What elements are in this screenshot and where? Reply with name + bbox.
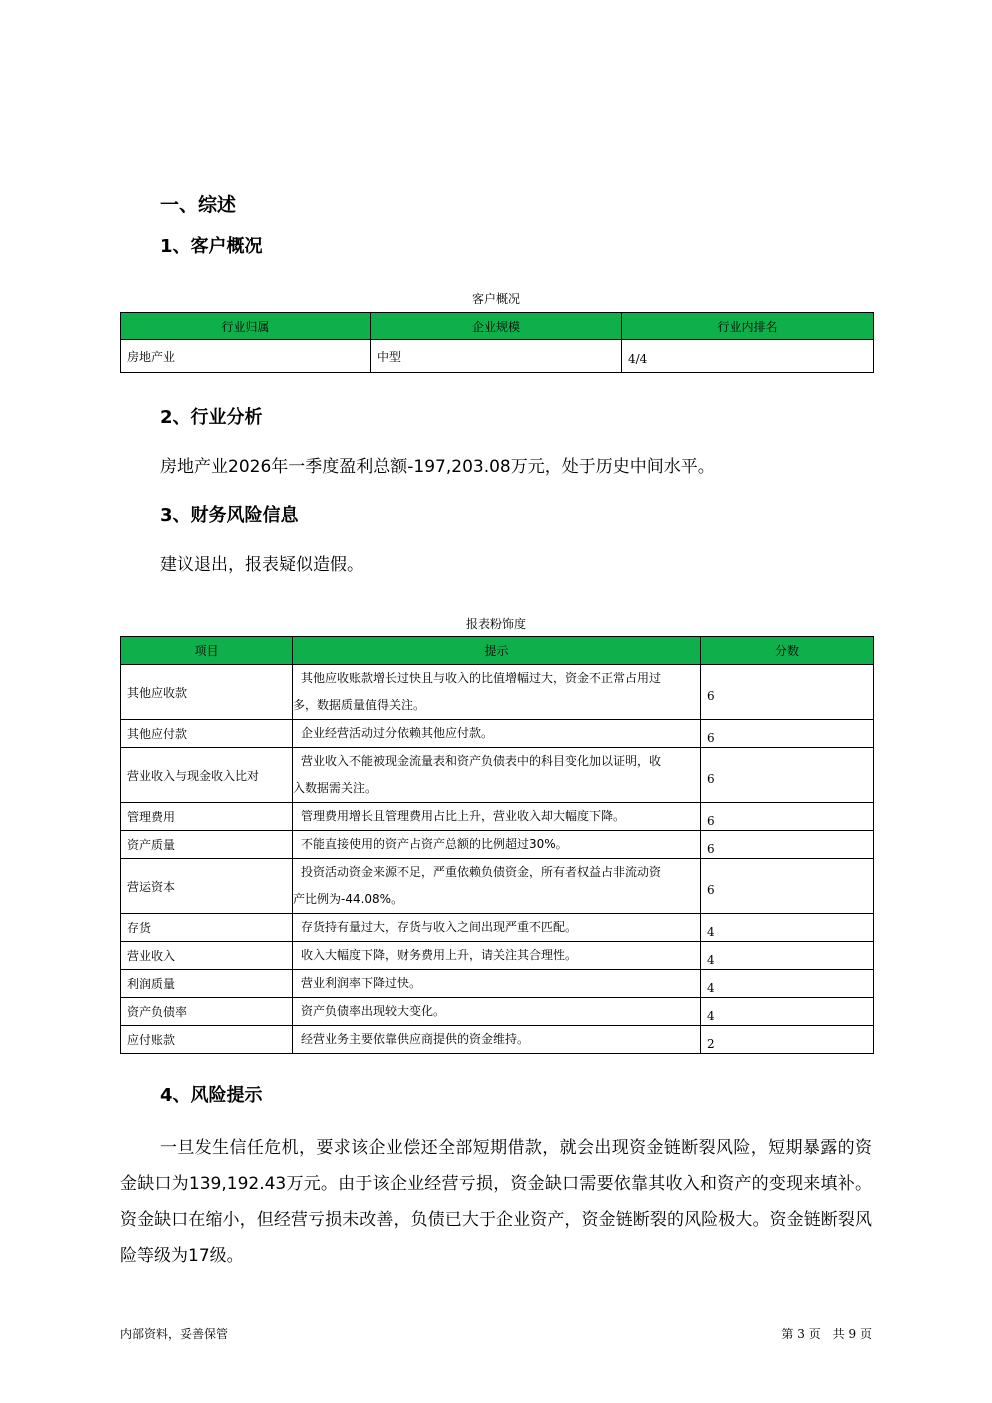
whitewash-table xyxy=(120,636,874,1054)
industry-analysis-text: 房地产业2026年一季度盈利总额-197,203.08万元，处于历史中间水平。 xyxy=(160,457,715,477)
cell-tip xyxy=(293,720,701,748)
tip-line: 产比例为-44.08%。 xyxy=(293,892,404,906)
cell-item: 资产负债率 xyxy=(121,998,293,1026)
tip-line: 营业收入不能被现金流量表和资产负债表中的科目变化加以证明，收 xyxy=(301,754,662,768)
table-row xyxy=(121,914,874,942)
table-row xyxy=(121,803,874,831)
customer-overview-table xyxy=(120,312,874,373)
cell-item: 管理费用 xyxy=(121,803,293,831)
header-item: 项目 xyxy=(121,637,293,665)
tip-line: 不能直接使用的资产占资产总额的比例超过30%。 xyxy=(301,837,568,851)
cell-tip xyxy=(293,803,701,831)
table-row xyxy=(121,340,874,373)
cell-tip xyxy=(293,831,701,859)
table-row xyxy=(121,720,874,748)
header-score: 分数 xyxy=(701,637,874,665)
page-prefix: 第 xyxy=(781,1327,794,1341)
cell-tip xyxy=(293,748,701,803)
cell-score: 4 xyxy=(701,998,874,1026)
tip-line: 存货持有量过大，存货与收入之间出现严重不匹配。 xyxy=(301,920,578,934)
cell-score: 4 xyxy=(701,914,874,942)
tip-line: 企业经营活动过分依赖其他应付款。 xyxy=(301,726,494,740)
cell-item: 营业收入 xyxy=(121,942,293,970)
tip-line: 入数据需关注。 xyxy=(293,781,378,795)
section4-title: 4、风险提示 xyxy=(160,1085,263,1106)
table-row xyxy=(121,665,874,720)
cell-score: 6 xyxy=(701,748,874,803)
financial-risk-text: 建议退出，报表疑似造假。 xyxy=(160,555,364,575)
footer-page-number xyxy=(781,1326,872,1342)
table-row xyxy=(121,1026,874,1054)
header-scale: 企业规模 xyxy=(371,313,622,340)
table-row xyxy=(121,998,874,1026)
cell-score: 6 xyxy=(701,831,874,859)
cell-tip xyxy=(293,914,701,942)
tip-line: 其他应收账款增长过快且与收入的比值增幅过大，资金不正常占用过 xyxy=(301,671,662,685)
table-header-row xyxy=(121,313,874,340)
table-row xyxy=(121,970,874,998)
cell-score: 2 xyxy=(701,1026,874,1054)
cell-item: 利润质量 xyxy=(121,970,293,998)
cell-rank: 4/4 xyxy=(622,340,874,373)
table-header-row xyxy=(121,637,874,665)
page-suffix: 页 xyxy=(859,1327,872,1341)
cell-tip xyxy=(293,665,701,720)
header-rank: 行业内排名 xyxy=(622,313,874,340)
main-heading: 一、综述 xyxy=(160,194,237,216)
table-row xyxy=(121,859,874,914)
section3-title: 3、财务风险信息 xyxy=(160,505,299,526)
cell-score: 4 xyxy=(701,942,874,970)
cell-industry: 房地产业 xyxy=(121,340,371,373)
table-row xyxy=(121,831,874,859)
cell-tip xyxy=(293,970,701,998)
section2-title: 2、行业分析 xyxy=(160,407,263,428)
cell-item: 存货 xyxy=(121,914,293,942)
tip-line: 营业利润率下降过快。 xyxy=(301,976,422,990)
cell-score: 6 xyxy=(701,803,874,831)
cell-item: 营运资本 xyxy=(121,859,293,914)
cell-item: 其他应收款 xyxy=(121,665,293,720)
cell-score: 6 xyxy=(701,859,874,914)
table-row xyxy=(121,748,874,803)
cell-tip xyxy=(293,859,701,914)
table-row xyxy=(121,942,874,970)
tip-line: 管理费用增长且管理费用占比上升，营业收入却大幅度下降。 xyxy=(301,809,626,823)
page-total: 9 xyxy=(848,1327,857,1341)
footer-confidential: 内部资料，妥善保管 xyxy=(120,1327,229,1341)
header-industry: 行业归属 xyxy=(121,313,371,340)
cell-scale: 中型 xyxy=(371,340,622,373)
cell-item: 其他应付款 xyxy=(121,720,293,748)
whitewash-table-caption: 报表粉饰度 xyxy=(465,617,526,631)
cell-item: 营业收入与现金收入比对 xyxy=(121,748,293,803)
page-mid: 页 共 xyxy=(808,1327,845,1341)
cell-score: 6 xyxy=(701,665,874,720)
tip-line: 投资活动资金来源不足，严重依赖负债资金，所有者权益占非流动资 xyxy=(301,865,662,879)
customer-table-caption: 客户概况 xyxy=(471,292,520,306)
cell-tip xyxy=(293,1026,701,1054)
tip-line: 多，数据质量值得关注。 xyxy=(293,698,426,712)
tip-line: 经营业务主要依靠供应商提供的资金维持。 xyxy=(301,1032,530,1046)
risk-warning-text: 一旦发生信任危机，要求该企业偿还全部短期借款，就会出现资金链断裂风险，短期暴露的资金缺口为139,192.43万元。由于该企业经营亏损，资金缺口需要依靠其收入和资产的变现来填补。资金缺口在缩小，但经营亏损未改善，负债已大于企业资产，资金链断裂的风险极大。资金链断裂风险等级为17级。 xyxy=(120,1138,872,1266)
cell-score: 4 xyxy=(701,970,874,998)
page-current: 3 xyxy=(797,1327,805,1341)
cell-score: 6 xyxy=(701,720,874,748)
cell-tip xyxy=(293,942,701,970)
header-tip: 提示 xyxy=(293,637,701,665)
tip-line: 收入大幅度下降，财务费用上升，请关注其合理性。 xyxy=(301,948,578,962)
cell-tip xyxy=(293,998,701,1026)
tip-line: 资产负债率出现较大变化。 xyxy=(301,1004,446,1018)
section1-title: 1、客户概况 xyxy=(160,236,263,257)
cell-item: 应付账款 xyxy=(121,1026,293,1054)
cell-item: 资产质量 xyxy=(121,831,293,859)
